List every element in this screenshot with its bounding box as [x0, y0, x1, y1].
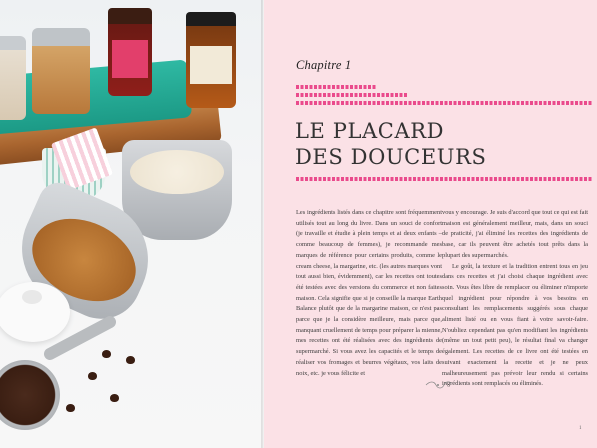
body-paragraph: Le goût, la texture et la tradition entrent tous en jeu dans ces recettes et j'ai choisi chaque ingrédient avec soin. Vous êtes libre de remplacer ou éliminer n'importe quel ingrédient pour répondre à vos besoins en consultant les remplacements suggérés sous chaque aliment listé ou en vous fiant à votre savoir-faire. N'oubliez cependant pas qu'en modifiant les ingrédients (même un tout petit peu), le résultat final va changer également. Les recettes de ce livre ont été testées en suivant exactement la recette et je ne peux malheureusement pas prévoir leur rendu si certains ingrédients sont remplacés ou éliminés. — [442, 262, 588, 388]
chapter-label: Chapitre 1 — [296, 58, 352, 72]
body-column-left — [296, 208, 442, 379]
chapter-title-line: LE PLACARD — [295, 119, 445, 143]
decorative-dots — [296, 85, 376, 89]
chapter-title-line: DES DOUCEURS — [295, 145, 487, 169]
chocolate-chip — [102, 350, 111, 358]
vanilla-extract-bottle — [186, 12, 236, 108]
chocolate-chip — [110, 394, 119, 402]
chocolate-chip — [88, 372, 97, 380]
chapter-title — [295, 118, 486, 170]
decorative-dots — [296, 177, 592, 181]
decorative-dots — [296, 93, 408, 97]
body-column-right — [442, 208, 588, 390]
dish-lid-knob — [22, 290, 42, 304]
glass-jar — [0, 36, 26, 120]
decorative-dots — [296, 101, 592, 105]
chocolate-chip — [66, 404, 75, 412]
chocolate-chips-spoon — [0, 360, 60, 430]
text-page — [264, 0, 597, 448]
flourish-ornament — [424, 380, 452, 390]
body-paragraph: Les ingrédients listés dans ce chapitre sont fréquemment utilisés tout au long du livre. Dans un souci de confort (je travaille et étudie à plein temps et ai deux enfants – comme beaucoup de femmes), je recommande mes marques de référence pour certains produits, comme le cream cheese, la margarine, etc. (les autres marques vont tout aussi bien, évidemment), car les recettes ont toutes été testées avec des versions du commerce et non faites maison. Cela signifie que si je conseille la marque Earth Balance plutôt que de la margarine maison, ce n'est pas parce que je la considère meilleure, mais parce que, manquant cruellement de temps pour préparer la mienne, mes recettes ont été réalisées avec des ingrédients de supermarché. Si vous avez les capacités et le temps de réaliser vos fromages et beurres végétaux, vos laits de noix, etc. je vous félicite et — [296, 209, 442, 377]
page-number: 1 — [579, 426, 582, 431]
baking-ingredients-photo — [0, 0, 263, 448]
chocolate-chip — [126, 356, 135, 364]
brown-sugar-jar — [32, 28, 90, 114]
flour — [130, 150, 224, 194]
body-paragraph: vous y encourage. Je suis d'accord que tout ce qui est fait maison est généralement meilleur, mais, dans un souci de praticité, j'ai éliminé les recettes des ingrédients de base, car ils peuvent être achetés tout prêts dans la plupart des supermarchés. — [442, 209, 588, 259]
red-extract-bottle — [108, 8, 152, 96]
